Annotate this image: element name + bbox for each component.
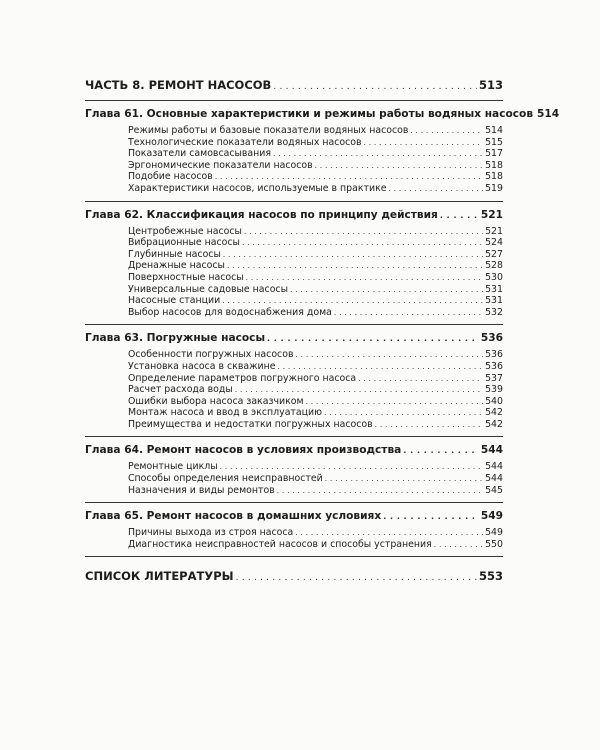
chapter-title: Глава 62. Классификация насосов по принципу действия <box>85 208 438 221</box>
chapter-page: 544 <box>480 444 503 457</box>
divider <box>85 556 503 557</box>
chapter-title: Глава 64. Ремонт насосов в условиях производства <box>85 444 402 457</box>
chapter-title: Глава 63. Погружные насосы <box>85 332 266 345</box>
chapter-row <box>85 444 503 457</box>
chapter-row <box>85 510 503 523</box>
section-title: Ошибки выбора насоса заказчиком <box>128 395 304 407</box>
section-row <box>128 396 503 408</box>
section-row <box>128 249 503 261</box>
section-title: Назначения и виды ремонтов <box>128 484 275 496</box>
section-page: 518 <box>485 171 503 183</box>
section-title: Особенности погружных насосов <box>128 349 294 361</box>
section-row <box>128 260 503 272</box>
section-row <box>128 461 503 473</box>
dot-leader <box>215 171 483 183</box>
dot-leader <box>220 461 483 473</box>
section-page: 539 <box>485 384 503 396</box>
chapter-page: 514 <box>537 108 560 120</box>
dot-leader <box>324 407 483 419</box>
section-title: Причины выхода из строя насоса <box>128 527 294 539</box>
section-title: Глубинные насосы <box>128 248 221 260</box>
section-page: 521 <box>485 225 503 237</box>
section-page: 528 <box>485 260 503 272</box>
dot-leader <box>295 527 483 539</box>
section-page: 544 <box>485 473 503 485</box>
chapter-row <box>85 332 503 345</box>
chapter-page: 549 <box>480 510 503 523</box>
dot-leader <box>222 295 483 307</box>
section-page: 549 <box>485 527 503 539</box>
section-title: Монтаж насоса и ввод в эксплуатацию <box>128 407 323 419</box>
section-row <box>128 473 503 485</box>
section-page: 536 <box>485 360 503 372</box>
divider <box>85 100 503 101</box>
chapter-row <box>85 209 503 222</box>
section-row <box>128 226 503 238</box>
section-row <box>128 407 503 419</box>
chapter-title: Глава 61. Основные характеристики и режимы работы водяных насосов <box>85 108 534 120</box>
dot-leader <box>410 125 483 137</box>
part-page: 513 <box>478 78 503 92</box>
section-page: 518 <box>485 159 503 171</box>
section-page: 530 <box>485 271 503 283</box>
section-title: Технологические показатели водяных насосов <box>128 136 362 148</box>
dot-leader <box>290 284 483 296</box>
dot-leader <box>273 80 477 94</box>
dot-leader <box>306 396 484 408</box>
section-page: 515 <box>485 136 503 148</box>
section-row <box>128 284 503 296</box>
divider <box>85 201 503 202</box>
section-title: Расчет расхода воды <box>128 384 233 396</box>
section-title: Ремонтные циклы <box>128 461 218 473</box>
dot-leader <box>315 160 483 172</box>
section-row <box>128 485 503 497</box>
section-list <box>85 527 503 550</box>
dot-leader <box>277 485 483 497</box>
part-title: ЧАСТЬ 8. РЕМОНТ НАСОСОВ <box>85 78 272 92</box>
section-page: 531 <box>485 295 503 307</box>
section-row <box>128 527 503 539</box>
section-title: Универсальные садовые насосы <box>128 283 288 295</box>
section-row <box>128 295 503 307</box>
section-title: Режимы работы и базовые показатели водяных насосов <box>128 125 409 136</box>
section-title: Преимущества и недостатки погружных насосов <box>128 418 373 430</box>
divider <box>85 436 503 437</box>
section-title: Эргономические показатели насосов <box>128 159 313 171</box>
table-of-contents <box>85 78 560 585</box>
dot-leader <box>227 260 483 272</box>
literature-title: СПИСОК ЛИТЕРАТУРЫ <box>85 569 234 584</box>
section-page: 537 <box>485 372 503 384</box>
section-page: 519 <box>485 182 503 194</box>
section-row <box>128 137 503 149</box>
chapter-title: Глава 65. Ремонт насосов в домашних условиях <box>85 510 382 523</box>
section-list <box>85 226 503 319</box>
section-row <box>128 183 503 195</box>
section-page: 544 <box>485 461 503 473</box>
dot-leader <box>223 249 483 261</box>
section-row <box>128 349 503 361</box>
section-title: Определение параметров погружного насоса <box>128 372 357 384</box>
section-row <box>128 160 503 172</box>
section-title: Способы определения неисправностей <box>128 473 323 485</box>
chapter-block <box>85 209 503 319</box>
chapter-page: 521 <box>480 208 503 221</box>
section-title: Характеристики насосов, используемые в практике <box>128 182 387 194</box>
section-title: Диагностика неисправностей насосов и способы устранения <box>128 538 432 550</box>
dot-leader <box>246 272 483 284</box>
section-page: 542 <box>485 407 503 419</box>
dot-leader <box>244 226 483 238</box>
dot-leader <box>364 137 484 149</box>
dot-leader <box>434 539 483 551</box>
section-row <box>128 148 503 160</box>
section-page: 536 <box>485 349 503 361</box>
chapter-row <box>85 108 560 121</box>
chapter-block <box>85 510 503 550</box>
dot-leader <box>273 148 483 160</box>
section-page: 514 <box>485 125 503 136</box>
dot-leader <box>358 373 483 385</box>
section-list <box>85 125 503 195</box>
toc-literature-row <box>85 569 503 585</box>
dot-leader <box>325 473 483 485</box>
section-title: Вибрационные насосы <box>128 237 240 249</box>
dot-leader <box>403 444 479 457</box>
dot-leader <box>375 419 483 431</box>
section-page: 545 <box>485 484 503 496</box>
dot-leader <box>267 332 479 345</box>
section-title: Установка насоса в скважине <box>128 360 276 372</box>
section-row <box>128 307 503 319</box>
chapter-block <box>85 444 503 496</box>
divider <box>85 324 503 325</box>
section-title: Показатели самовсасывания <box>128 148 272 160</box>
section-page: 524 <box>485 237 503 249</box>
section-title: Подобие насосов <box>128 171 213 183</box>
section-row <box>128 539 503 551</box>
dot-leader <box>242 237 483 249</box>
dot-leader <box>440 209 479 222</box>
section-page: 531 <box>485 283 503 295</box>
section-row <box>128 125 503 137</box>
toc-part-row <box>85 78 503 94</box>
dot-leader <box>389 183 484 195</box>
chapter-page: 536 <box>480 332 503 345</box>
section-row <box>128 419 503 431</box>
section-row <box>128 272 503 284</box>
section-page: 517 <box>485 148 503 160</box>
section-row <box>128 373 503 385</box>
section-title: Центробежные насосы <box>128 225 242 237</box>
section-page: 527 <box>485 248 503 260</box>
section-page: 540 <box>485 395 503 407</box>
dot-leader <box>334 307 483 319</box>
section-title: Выбор насосов для водоснабжения дома <box>128 306 332 318</box>
section-row <box>128 384 503 396</box>
section-title: Насосные станции <box>128 295 221 307</box>
section-row <box>128 237 503 249</box>
section-title: Дренажные насосы <box>128 260 225 272</box>
literature-page: 553 <box>478 569 503 584</box>
dot-leader <box>278 361 484 373</box>
section-row <box>128 361 503 373</box>
section-list <box>85 461 503 496</box>
dot-leader <box>235 384 483 396</box>
dot-leader <box>295 349 483 361</box>
section-page: 542 <box>485 418 503 430</box>
dot-leader <box>236 571 477 585</box>
section-page: 532 <box>485 306 503 318</box>
chapter-block <box>85 332 503 430</box>
section-title: Поверхностные насосы <box>128 271 244 283</box>
chapter-block <box>85 108 560 195</box>
dot-leader <box>383 510 479 523</box>
divider <box>85 502 503 503</box>
section-list <box>85 349 503 430</box>
section-page: 550 <box>485 538 503 550</box>
section-row <box>128 171 503 183</box>
